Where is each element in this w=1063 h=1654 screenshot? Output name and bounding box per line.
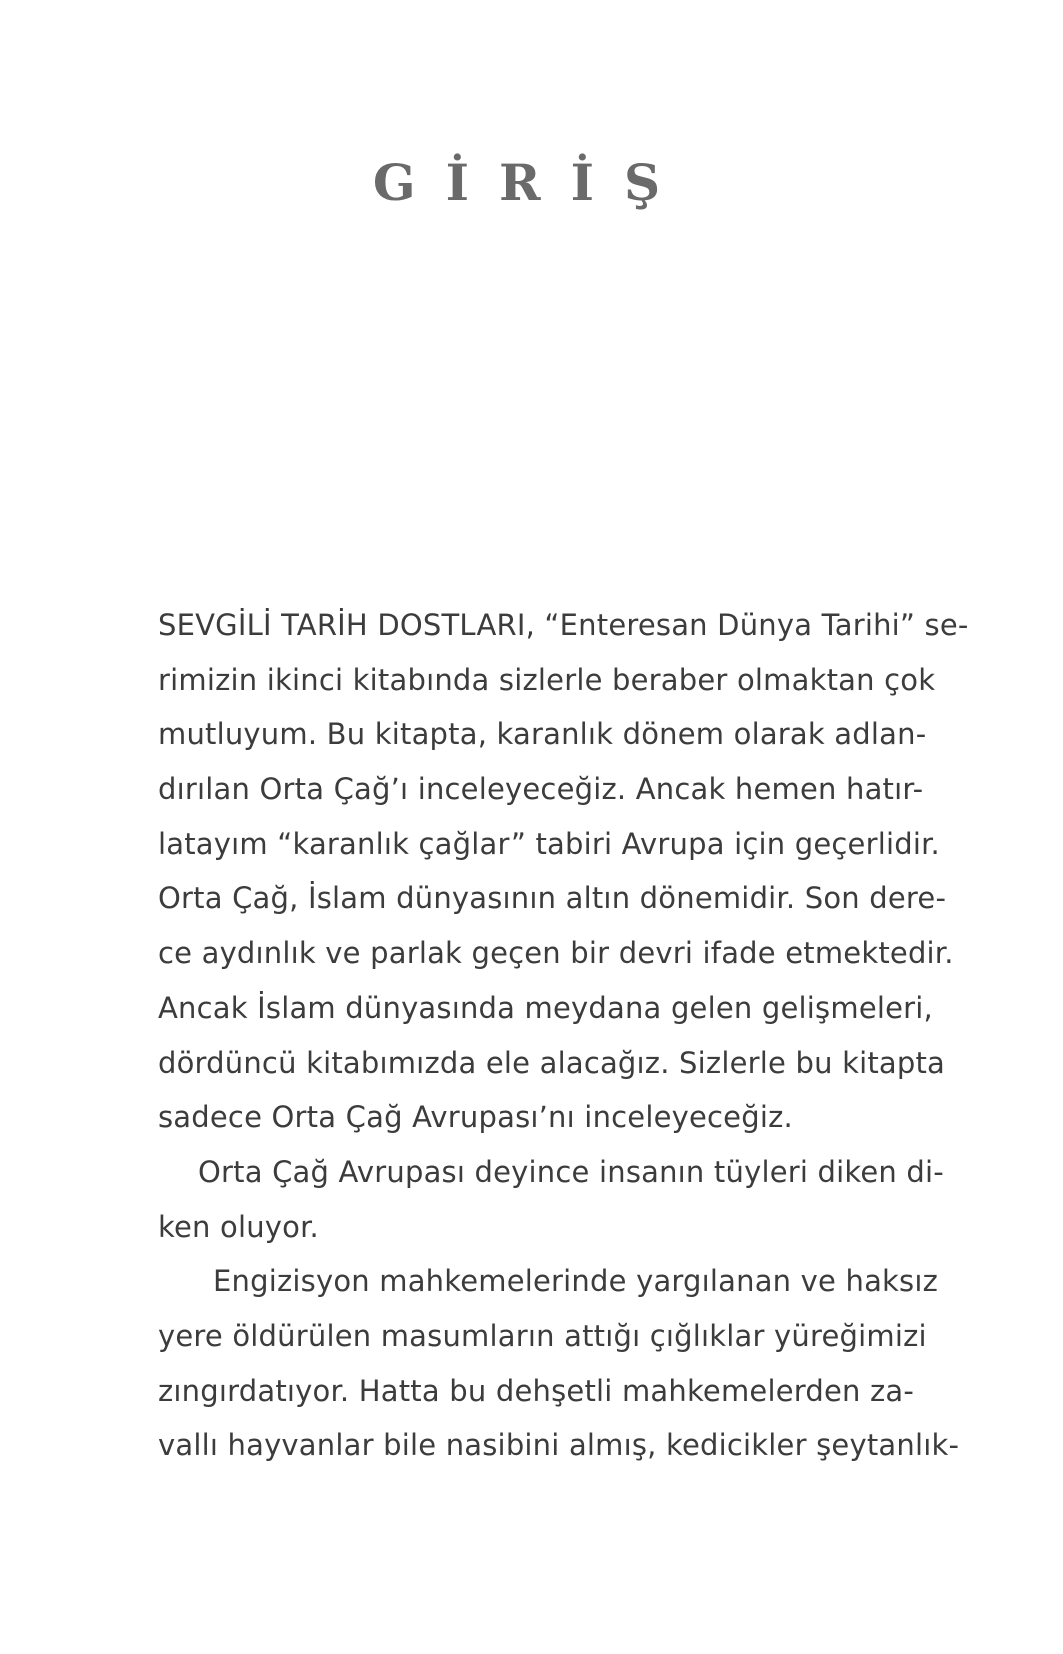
text-line: SEVGİLİ TARİH DOSTLARI, “Enteresan Dünya Tarihi” se- bbox=[158, 608, 969, 642]
text-line: yere öldürülen masumların attığı çığlıklar yüreğimizi bbox=[158, 1318, 927, 1353]
paragraph-1 bbox=[158, 598, 969, 1145]
paragraph-3 bbox=[158, 1254, 960, 1473]
text-line: vallı hayvanlar bile nasibini almış, kedicikler şeytanlık- bbox=[158, 1428, 960, 1463]
text-line: Ancak İslam dünyasında meydana gelen gelişmeleri, bbox=[158, 990, 933, 1025]
text-line: latayım “karanlık çağlar” tabiri Avrupa için geçerlidir. bbox=[158, 826, 940, 861]
text-line: Engizisyon mahkemelerinde yargılanan ve haksız bbox=[213, 1264, 939, 1299]
text-line: dördüncü kitabımızda ele alacağız. Sizlerle bu kitapta bbox=[158, 1045, 946, 1080]
text-line: Orta Çağ Avrupası deyince insanın tüyleri diken di- bbox=[198, 1154, 944, 1189]
text-line: zıngırdatıyor. Hatta bu dehşetli mahkemelerden za- bbox=[158, 1373, 915, 1408]
text-line: sadece Orta Çağ Avrupası’nı inceleyeceğiz. bbox=[158, 1100, 793, 1135]
text-line: dırılan Orta Çağ’ı inceleyeceğiz. Ancak hemen hatır- bbox=[158, 772, 924, 807]
text-line: rimizin ikinci kitabında sizlerle beraber olmaktan çok bbox=[158, 662, 936, 697]
text-line: ce aydınlık ve parlak geçen bir devri ifade etmektedir. bbox=[158, 936, 954, 971]
text-line: mutluyum. Bu kitapta, karanlık dönem olarak adlan- bbox=[158, 717, 927, 752]
text-line: ken oluyor. bbox=[158, 1209, 319, 1244]
text-line: Orta Çağ, İslam dünyasının altın dönemidir. Son dere- bbox=[158, 881, 947, 916]
chapter-title: GİRİŞ bbox=[372, 153, 691, 212]
paragraph-2 bbox=[158, 1145, 944, 1254]
body-text bbox=[158, 598, 969, 1473]
